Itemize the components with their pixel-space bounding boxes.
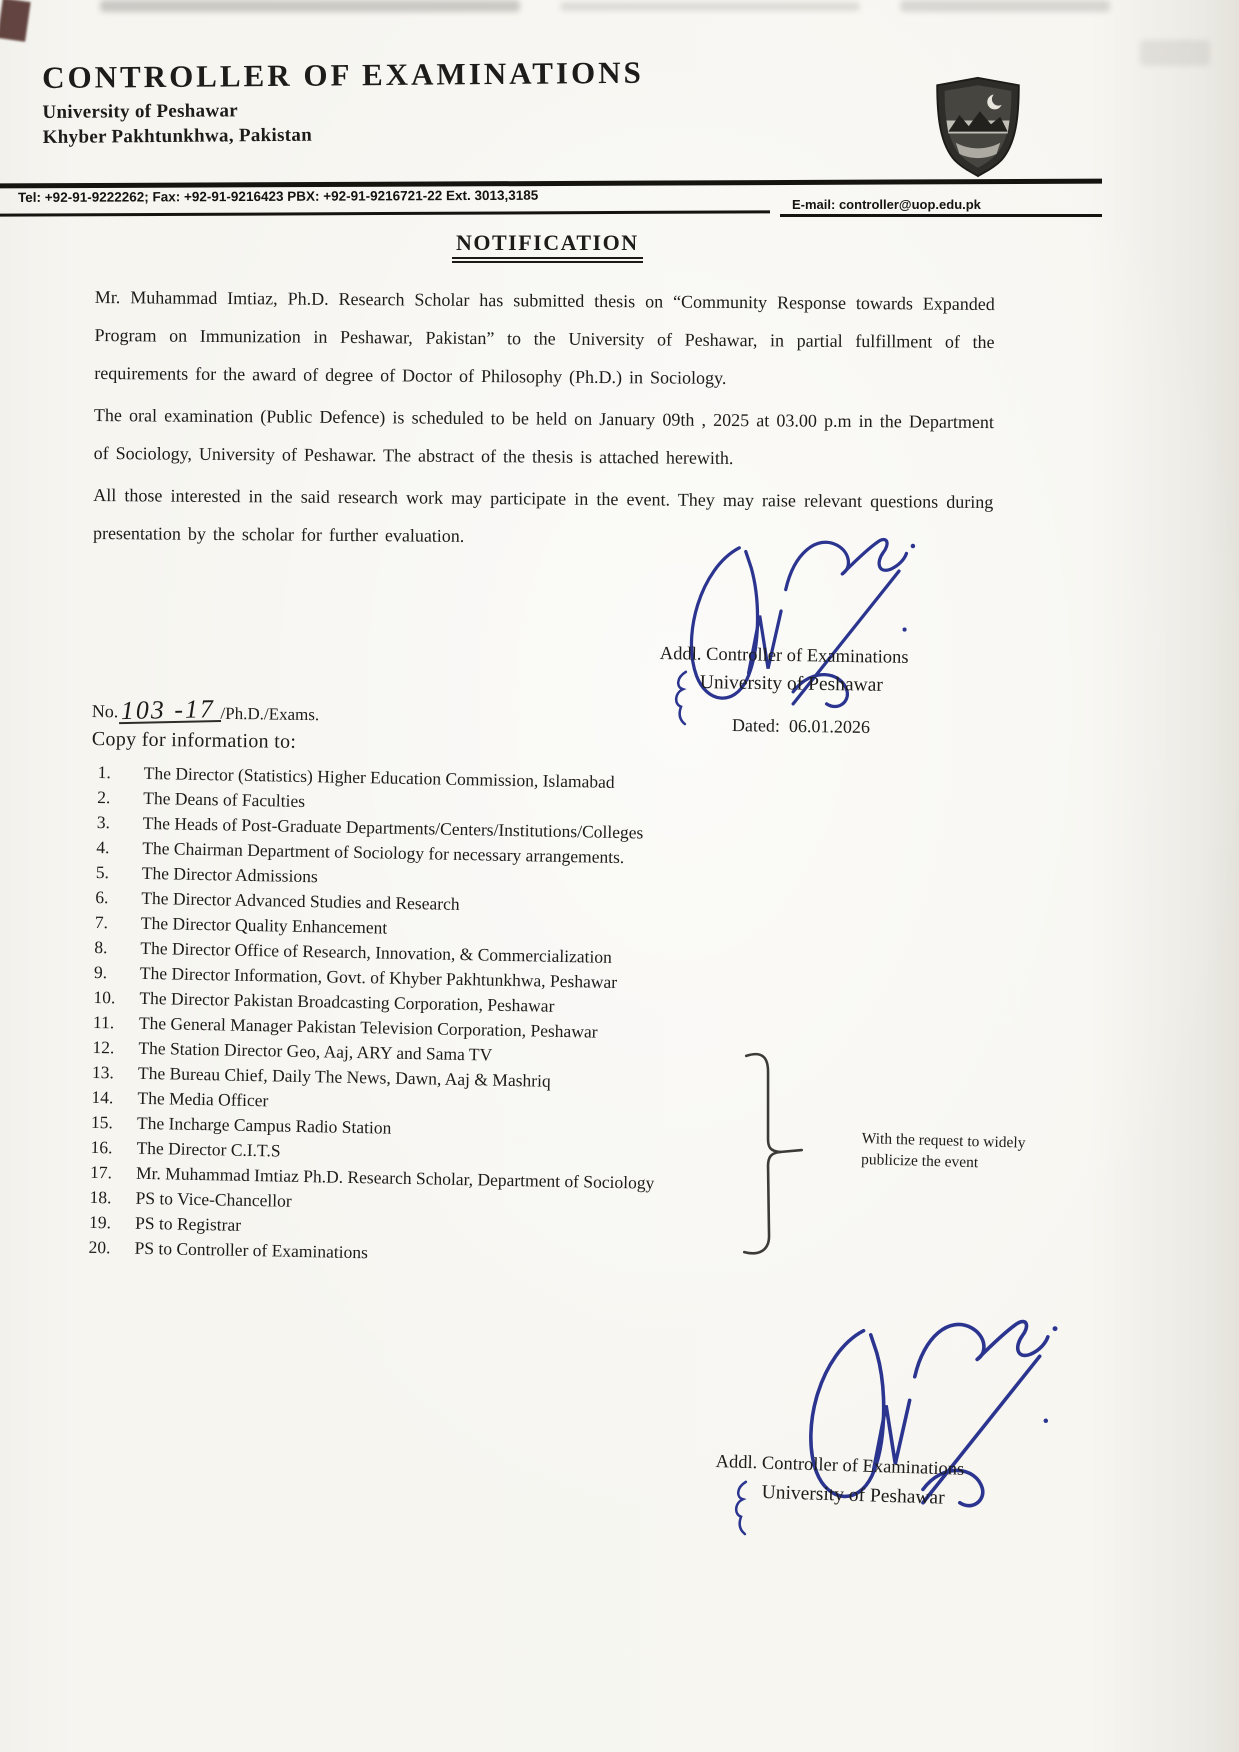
item-text: The Director Advanced Studies and Research [141,887,460,914]
item-text: The Director C.I.T.S [136,1137,281,1161]
item-number: 10. [93,986,116,1008]
item-number: 6. [95,886,109,908]
item-number: 3. [96,811,111,833]
item-text: The Director (Statistics) Higher Education Commission, Islamabad [143,762,615,792]
item-number: 1. [97,761,112,783]
item-number: 16. [90,1136,113,1158]
item-number: 11. [92,1011,115,1033]
item-text: The General Manager Pakistan Television Corporation, Peshawar [138,1012,598,1042]
item-number: 20. [88,1236,111,1258]
item-number: 15. [90,1111,114,1133]
paragraph-thesis-submission: Mr. Muhammad Imtiaz, Ph.D. Research Scholar has submitted thesis on “Community Response towards Expanded Program on Immunization in Peshawar, Pakistan” to the University of Peshawar, in partial fulfillment of the requirements for the award of degree of Doctor of Philosophy (Ph.D.) in Sociology. [94,286,995,388]
reference-no-suffix: /Ph.D./Exams. [220,703,320,725]
item-text: The Director Admissions [141,862,318,887]
item-number: 13. [91,1061,115,1083]
item-text: The Heads of Post-Graduate Departments/Centers/Institutions/Colleges [142,812,644,843]
university-crest-logo [930,76,1026,178]
item-number: 9. [93,961,108,983]
item-text: The Chairman Department of Sociology for necessary arrangements. [142,837,625,868]
scan-smudge [560,2,860,11]
office-title: CONTROLLER OF EXAMINATIONS [42,54,644,95]
header-rule-left [0,210,770,216]
item-number: 12. [92,1036,115,1058]
distribution-heading: Copy for information to: [91,728,297,753]
item-number: 4. [96,836,110,858]
item-number: 7. [94,911,109,933]
reference-no-handwritten: 103 -17 [118,698,221,724]
item-text: PS to Vice-Chancellor [135,1187,292,1211]
signature-flourish-top [672,668,692,726]
signatory-designation-top: Addl. Controller of Examinations [659,644,909,668]
item-number: 19. [88,1211,112,1233]
signatory-organization-bottom: University of Peshawar [761,1482,945,1509]
item-text: The Deans of Faculties [143,787,306,811]
organization-name: University of Peshawar [42,100,239,123]
header-rule-top [0,179,1102,189]
scan-corner-artifact [0,0,31,42]
item-number: 2. [97,786,111,808]
item-number: 5. [95,861,110,883]
item-number: 8. [94,936,108,958]
item-number: 18. [89,1186,112,1208]
distribution-list [88,760,787,1273]
contact-phone-line: Tel: +92-91-9222262; Fax: +92-91-9216423 PBX: +92-91-9216721-22 Ext. 3013,3185 [18,187,539,205]
scan-smudge [1140,40,1210,66]
scan-smudge [100,0,520,12]
scan-smudge [900,0,1110,12]
signature-flourish-bottom [732,1478,752,1536]
item-text: The Bureau Chief, Daily The News, Dawn, Aaj & Mashriq [137,1062,551,1091]
organization-region: Khyber Pakhtunkhwa, Pakistan [42,124,313,148]
item-text: PS to Controller of Examinations [134,1237,369,1263]
notification-title: NOTIFICATION [452,230,643,256]
item-text: The Director Pakistan Broadcasting Corporation, Peshawar [139,987,555,1016]
grouping-brace [738,1046,808,1264]
dated-value: 06.01.2026 [788,715,871,737]
contact-email-line: E-mail: controller@uop.edu.pk [792,197,981,212]
header-rule-right [780,214,1102,217]
item-text: The Incharge Campus Radio Station [136,1112,392,1138]
item-number: 14. [91,1086,114,1108]
signatory-organization-top: University of Peshawar [699,672,884,696]
item-text: PS to Registrar [134,1212,242,1235]
dated-label: Dated: [731,715,781,736]
paragraph-participation: All those interested in the said research work may participate in the event. They may raise relevant questions during presentation by the scholar for further evaluation. [92,484,994,546]
letterhead [42,55,644,149]
item-text: The Station Director Geo, Aaj, ARY and Sama TV [138,1037,493,1065]
dated-line [732,715,870,738]
reference-no-label: No. [91,700,119,722]
item-text: The Director Office of Research, Innovation, & Commercialization [140,937,613,967]
item-text: Mr. Muhammad Imtiaz Ph.D. Research Scholar, Department of Sociology [135,1162,655,1193]
publicity-note: With the request to widely publicize the event [860,1129,1026,1172]
item-text: The Media Officer [137,1087,269,1111]
paragraph-oral-examination: The oral examination (Public Defence) is scheduled to be held on January 09th , 2025 at 03.00 p.m in the Department of Sociology, University of Peshawar. The abstract of the thesis is attached herewith. [93,404,994,469]
item-text: The Director Quality Enhancement [140,912,388,938]
item-number: 17. [89,1161,113,1183]
item-text: The Director Information, Govt. of Khyber Pakhtunkhwa, Peshawar [139,962,618,993]
reference-number-line [91,694,320,726]
signatory-designation-bottom: Addl. Controller of Examinations [715,1452,965,1480]
